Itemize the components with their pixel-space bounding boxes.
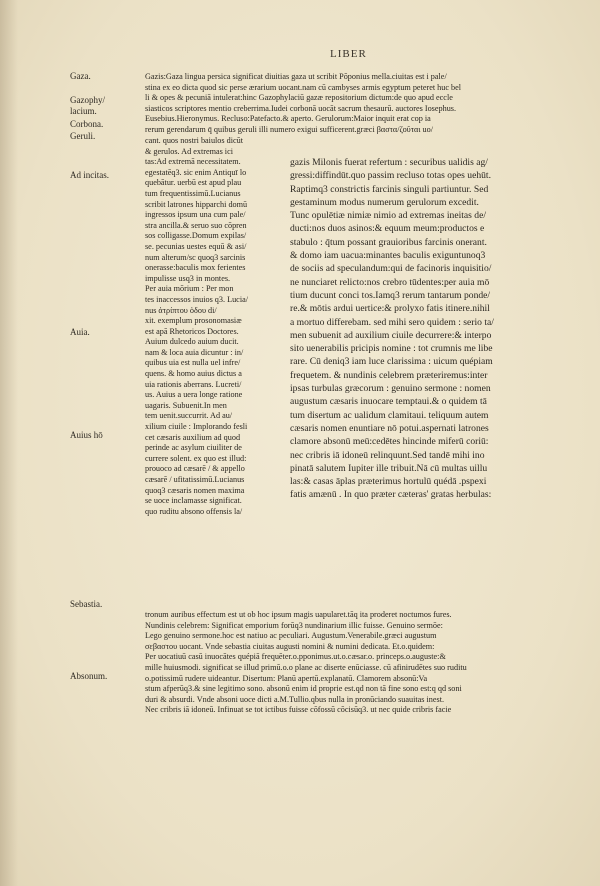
text-line: Nundinis celebrem: Significat emporium forūq3 nundinarium illic fuisse. Genuino sermōe: bbox=[145, 620, 443, 630]
binding-shadow bbox=[0, 0, 18, 886]
text-line: nus ἀτρίπτου ὁδου di/ bbox=[145, 305, 217, 315]
margin-note-geruli: Geruli. bbox=[70, 131, 96, 141]
text-line: & gerulos. Ad extremas ici bbox=[145, 146, 233, 156]
margin-note-auius-ho: Auius hō bbox=[70, 430, 103, 440]
text-line: cæsaris nomen enuntiare nō potui.aspernati latrones bbox=[290, 422, 489, 434]
text-line: ipsas turbulas græcorum : genuino sermone : nomen bbox=[290, 383, 491, 395]
text-line: cæsarē / ufitatissimū.Lucianus bbox=[145, 475, 245, 484]
text-line: o.potissimū rudere uideantur. Disertum: Planū apertū.explanatū. Clamorem absonū:Va bbox=[145, 673, 428, 683]
margin-note-corbona: Corbona. bbox=[70, 119, 104, 129]
main-text-column bbox=[290, 156, 572, 502]
text-line: tum disertum ac ualidum clamitaui. teliquum autem bbox=[290, 409, 489, 421]
text-line: gressi:diffindūt.quo passim recluso totas opes uehūt. bbox=[290, 170, 492, 182]
text-line: tes inaccessos inuios q3. Lucia/ bbox=[145, 294, 249, 304]
text-line: Per auia mōrium : Per mon bbox=[145, 284, 234, 294]
text-line: cant. quos nostri baiulos dicūt bbox=[145, 136, 244, 145]
text-line: gestaminum modus numerum gerulorum excedit. bbox=[290, 196, 479, 208]
text-line: fatis amænū . In quo præter cæteras' gratas herbulas: bbox=[290, 489, 492, 501]
text-line: se uoce inclamasse significat. bbox=[145, 496, 242, 506]
text-line: duri & absurdi. Vnde absoni uoce dicti a.M.Tullio.qbus nulla in pronūciando suauitas inest. bbox=[145, 694, 445, 704]
text-line: quoq3 cæsaris nomen maxima bbox=[145, 485, 245, 495]
margin-note-absonum: Absonum. bbox=[70, 671, 108, 681]
text-line: men subuenit ad auxilium ciuile decurrere:& interpo bbox=[290, 329, 492, 341]
text-line: quebātur. uerbū est apud plau bbox=[145, 178, 242, 188]
text-line: tas:Ad extremā necessitatem. bbox=[145, 157, 241, 167]
text-line: Eusebius.Hieronymus. Recluso:Patefacto.& aperto. Gerulorum:Maior inquit erat cop ia bbox=[145, 114, 431, 124]
text-line: tium ducunt conci tos.Iamq3 rerum tantarum ponde/ bbox=[290, 289, 491, 301]
text-line: stina ex eo dicta quod sic perse ærarium uocant.nam cū cambyses armis egyptum peteret huc bel bbox=[145, 82, 462, 92]
text-line: stra ancilla.& seruo suo cōpren bbox=[145, 220, 247, 230]
text-line: mille huiusmodi. significat se illud primū.o.o plane ac diserte enūciasse. cū afinirudētes suo ruditu bbox=[145, 662, 467, 672]
text-line: perinde ac asylum ciuiliter de bbox=[145, 443, 242, 453]
text-line: quens. & homo auius dictus a bbox=[145, 369, 242, 379]
margin-note-ad-incitas: Ad incitas. bbox=[70, 170, 109, 180]
text-line: augustum cæsaris inuocare temptaui.& o quidem tā bbox=[290, 396, 487, 408]
text-line: onerasse:baculis mox ferientes bbox=[145, 263, 246, 273]
text-line: Nec cribris iā idoneū. Infinuat se tot ictibus fuisse cōfossū cōcisūq3. ut nec quide cribris facie bbox=[145, 705, 452, 715]
text-line: egestatēq3. sic enim Antiquī lo bbox=[145, 167, 247, 177]
text-line: ingressos ipsum una cum pale/ bbox=[145, 210, 246, 220]
text-line: uagaris. Subuenit.In men bbox=[145, 400, 227, 410]
text-line: prouoco ad cæsarē / & appello bbox=[145, 464, 245, 474]
text-line: num alterum/sc quoq3 sarcinis bbox=[145, 252, 246, 262]
text-line: se. pecunias uestes equū & asi/ bbox=[145, 241, 247, 251]
text-line: currere solent. ex quo est illud: bbox=[145, 453, 247, 463]
left-commentary-column bbox=[145, 136, 285, 517]
text-line: impulisse usq3 in montes. bbox=[145, 273, 231, 283]
text-line: Gazis:Gaza lingua persica significat diuitias gaza ut scribit Pōponius mella.ciuitas est i pale/ bbox=[145, 72, 447, 81]
margin-note-auia: Auia. bbox=[70, 327, 90, 337]
text-line: pinatā salutem Iupiter ille tribuit.Nā cū multas uillu bbox=[290, 462, 488, 474]
text-line: cet cæsaris auxilium ad quod bbox=[145, 432, 241, 442]
text-line: σεβαστου uocant. Vnde sebastia ciuitas augusti nomini & numini dedicata. Et.o.quidem: bbox=[145, 641, 435, 651]
top-commentary bbox=[145, 72, 575, 136]
text-line: Per uocatiuū casū inuocātes quépiā frequēter.o.pponimus.ut.o.cæsar.o. princeps.o.auguste:& bbox=[145, 652, 446, 662]
text-line: xit. exemplum prosonomasiæ bbox=[145, 316, 242, 326]
text-line: nec cribris iā idoneū relinquunt.Sed tandē mihi ino bbox=[290, 449, 485, 461]
text-line: las:& casas āplas præterimus hortulū quédā .pspexi bbox=[290, 476, 487, 488]
text-line: Lego genuino sermone.hoc est natiuo ac peculiari. Augustum.Venerabile.græci augustum bbox=[145, 631, 437, 641]
text-line: tronum auribus effectum est ut ob hoc ipsum magis uapularet.tāq ita proderet noctumos fures. bbox=[145, 610, 452, 619]
text-line: re.& mōtis ardui uertice:& prolyxo fatis itinere.nihil bbox=[290, 303, 490, 315]
text-line: ne nunciaret relicto:nos crebro tūdentes:per auia mō bbox=[290, 276, 490, 288]
text-line: uia rationis aberrans. Lucreti/ bbox=[145, 379, 242, 389]
text-line: stabulo : q̄tum possant grauioribus farcinis onerant. bbox=[290, 236, 487, 248]
margin-note-lacium: lacium. bbox=[70, 106, 97, 116]
text-line: rerum gerendarum q̄ quibus geruli illi numero exigui sufficerent.græci βαστα/ζοῦται uo/ bbox=[145, 124, 434, 134]
running-head: LIBER bbox=[330, 48, 367, 60]
text-line: ducti:nos duos asinos:& equum meum:productos e bbox=[290, 223, 485, 235]
text-line: siasticos scriptores mentio creberrima.Iudei corbonā uocāt sacrum thesaurū. auctores Iosephus. bbox=[145, 103, 457, 113]
bottom-commentary bbox=[145, 610, 575, 716]
text-line: scribit latrones hipparchi domū bbox=[145, 199, 248, 209]
text-line: sos colligasse.Domum expilas/ bbox=[145, 231, 247, 241]
text-line: quibus uia est nulla uel infre/ bbox=[145, 358, 241, 368]
text-line: sito uenerabilis pricipis nomine : tot crumnis me libe bbox=[290, 343, 493, 355]
text-line: a mortuo differebam. sed mihi sero quidem : serio ta/ bbox=[290, 316, 494, 328]
text-line: nam & loca auia dicuntur : in/ bbox=[145, 347, 244, 357]
text-line: stum afperūq3.& sine legitimo sono. absonū enim id proprie est.qd non tā fine sono est:q qd soni bbox=[145, 684, 462, 694]
text-line: gazis Milonis fuerat refertum : securibus ualidis ag/ bbox=[290, 157, 488, 168]
text-line: us. Auius a uera longe ratione bbox=[145, 390, 243, 400]
margin-note-gazophy: Gazophy/ bbox=[70, 95, 105, 105]
text-line: frequetem. & nundinis celebrem præteriremus:inter bbox=[290, 369, 488, 381]
margin-note-sebastia: Sebastia. bbox=[70, 599, 103, 609]
text-line: clamore absonū meū:cedētes hincinde miferū coriū: bbox=[290, 436, 489, 448]
text-line: quo ruditu absono offensis la/ bbox=[145, 506, 243, 516]
text-line: de sociis ad speculandum:qui de facinoris inquisitio/ bbox=[290, 263, 492, 275]
text-line: Raptimq3 constrictis farcinis singuli partiuntur. Sed bbox=[290, 183, 489, 195]
text-line: tum frequentissimū.Lucianus bbox=[145, 188, 241, 198]
margin-note-gaza: Gaza. bbox=[70, 71, 91, 81]
text-line: li & opes & pecuniā intulerat:hinc Gazophylaciū gazæ repositorium dictum:de quo apud eccle bbox=[145, 93, 453, 103]
text-line: rare. Cū deniq3 iam luce clarissima : uicum quépiam bbox=[290, 356, 493, 368]
text-line: est apā Rhetoricos Doctores. bbox=[145, 326, 239, 336]
text-line: xilium ciuile : Implorando fesli bbox=[145, 422, 248, 432]
text-line: tem uenit.succurrit. Ad au/ bbox=[145, 411, 233, 421]
text-line: Auium dulcedo auium ducit. bbox=[145, 337, 239, 347]
text-line: Tunc opulētiæ nimiæ nimio ad extremas ineitas de/ bbox=[290, 210, 487, 222]
text-line: & domo iam uacua:minantes baculis exiguntunoq3 bbox=[290, 250, 486, 262]
